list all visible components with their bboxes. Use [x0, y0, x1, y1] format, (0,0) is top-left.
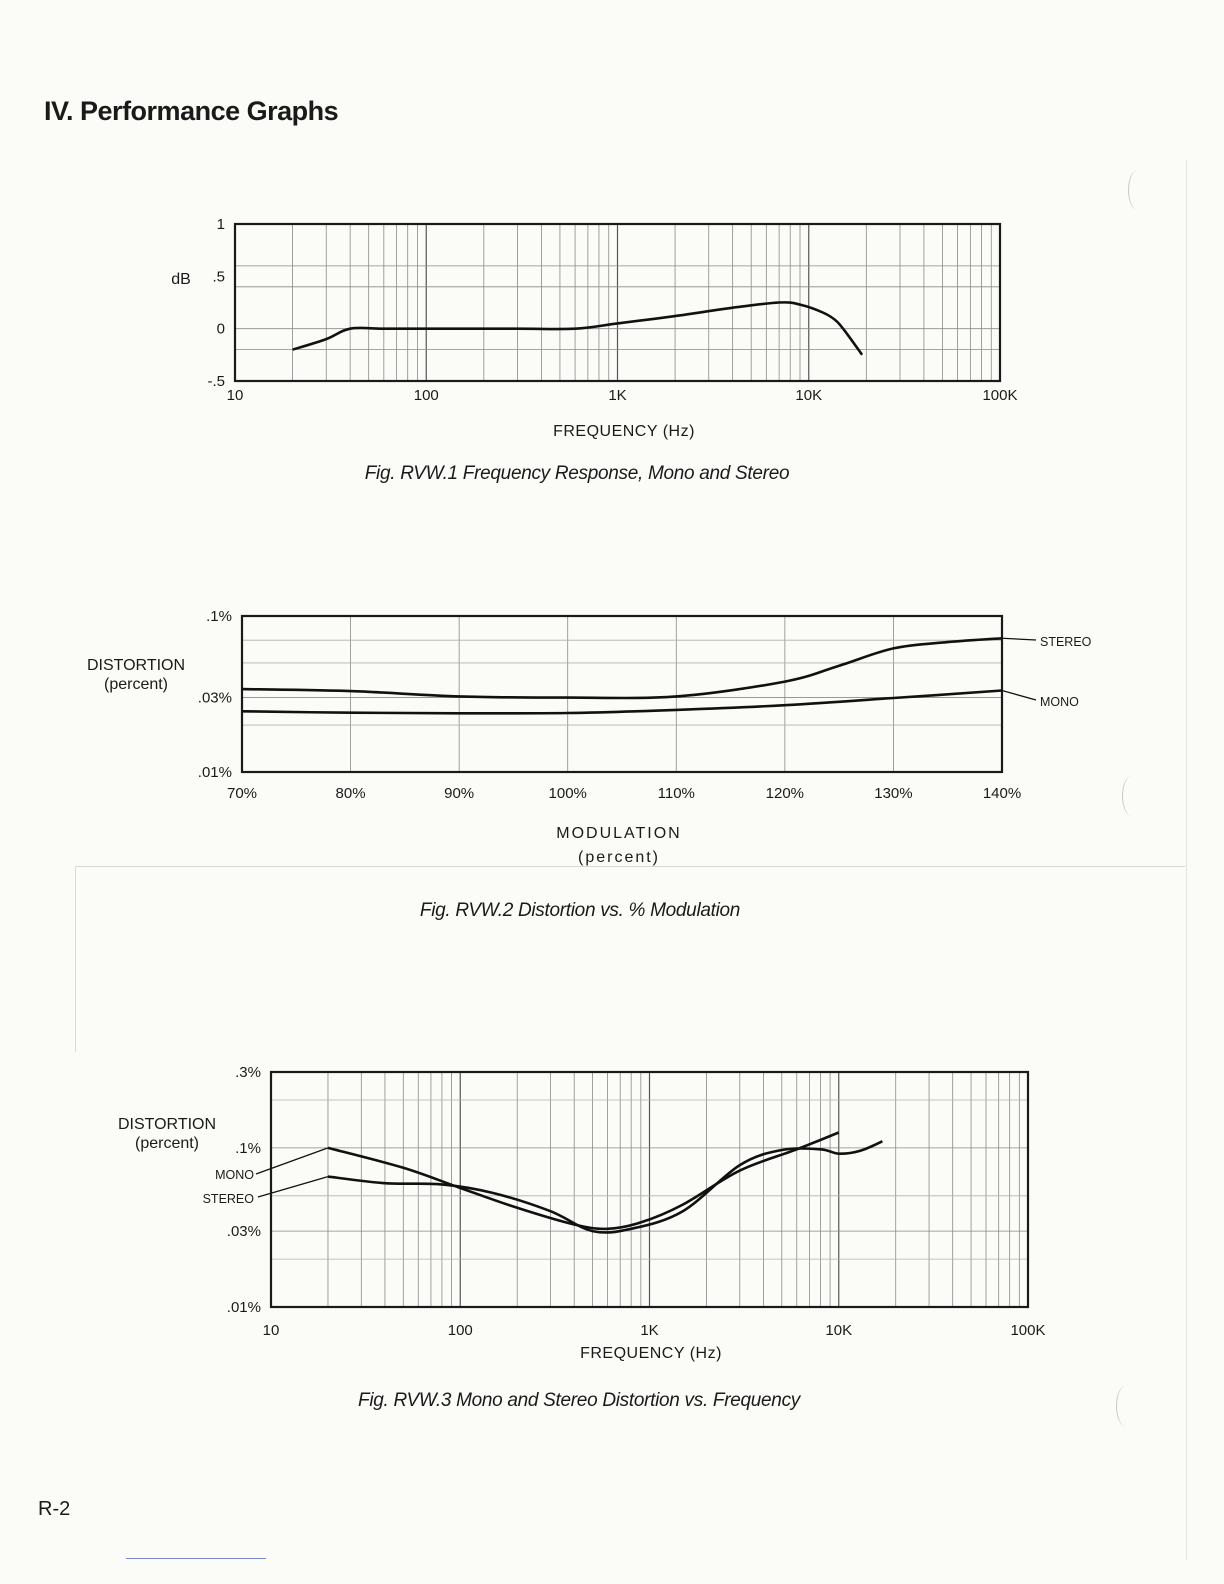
x-tick-label: 120%	[765, 785, 805, 802]
x-axis-label: FREQUENCY (Hz)	[580, 1345, 722, 1362]
x-tick-label: 70%	[226, 785, 258, 802]
x-axis-label: FREQUENCY (Hz)	[553, 423, 695, 440]
y-tick-label: .5	[212, 268, 225, 286]
distortion-vs-frequency-chart	[0, 1040, 1224, 1370]
x-tick-label: 100K	[1010, 1322, 1046, 1339]
page-divider-vertical	[75, 866, 76, 1052]
y-tick-label: .03%	[197, 689, 232, 707]
x-tick-label: 80%	[335, 785, 366, 802]
page-number: R-2	[38, 1498, 71, 1520]
binder-hole	[1116, 1386, 1135, 1426]
binder-hole	[1128, 170, 1147, 210]
x-tick-label: 130%	[874, 785, 913, 802]
x-tick-label: 100K	[982, 387, 1018, 404]
x-tick-label: 140%	[982, 785, 1022, 802]
legend-leader-line	[256, 1148, 328, 1174]
y-tick-label: 0	[216, 320, 225, 338]
x-tick-label: 1K	[640, 1322, 659, 1339]
binder-hole	[1122, 776, 1141, 816]
y-tick-label: .3%	[235, 1064, 261, 1081]
x-tick-label: 10K	[825, 1322, 853, 1339]
series-line-mono	[242, 691, 1002, 714]
page-title: IV. Performance Graphs	[44, 96, 339, 126]
legend-label-stereo: STEREO	[202, 1192, 254, 1206]
figure-caption-2: Fig. RVW.2 Distortion vs. % Modulation	[419, 900, 741, 921]
frequency-response-chart	[0, 180, 1224, 450]
y-axis-sublabel: (percent)	[103, 676, 169, 693]
series-line-stereo	[328, 1141, 882, 1232]
x-axis-label: MODULATION	[556, 825, 682, 842]
legend-label-mono: MONO	[1040, 695, 1079, 709]
figure-caption-1: Fig. RVW.1 Frequency Response, Mono and Stereo	[364, 463, 790, 484]
x-tick-label: 10K	[795, 387, 823, 404]
y-tick-label: .01%	[197, 764, 232, 781]
legend-label-mono: MONO	[215, 1168, 254, 1182]
y-axis-label: DISTORTION	[117, 1116, 217, 1133]
y-axis-label: DISTORTION	[86, 657, 186, 674]
x-tick-label: 100	[413, 387, 439, 404]
x-tick-label: 10	[226, 387, 244, 404]
distortion-vs-modulation-chart	[0, 580, 1224, 870]
page-divider	[75, 866, 1185, 867]
x-tick-label: 100	[447, 1322, 473, 1339]
x-tick-label: 10	[262, 1322, 280, 1339]
x-tick-label: 110%	[657, 785, 695, 802]
x-tick-label: 1K	[608, 387, 627, 404]
plot-frame	[242, 616, 1002, 772]
y-tick-label: .01%	[226, 1299, 261, 1316]
y-axis-label: dB	[171, 271, 191, 288]
x-tick-label: 100%	[548, 785, 587, 802]
figure-caption-3: Fig. RVW.3 Mono and Stereo Distortion vs. Frequency	[358, 1390, 800, 1411]
legend-label-stereo: STEREO	[1040, 635, 1092, 649]
y-tick-label: 1	[216, 216, 225, 233]
footer-rule	[126, 1558, 266, 1559]
series-line-stereo	[242, 638, 1002, 698]
legend-leader-line	[1002, 638, 1036, 640]
y-tick-label: -.5	[207, 373, 225, 390]
legend-leader-line	[1002, 690, 1036, 700]
y-axis-sublabel: (percent)	[134, 1135, 200, 1152]
legend-leader-line	[258, 1177, 328, 1197]
y-tick-label: .03%	[226, 1223, 261, 1241]
x-axis-sublabel: (percent)	[577, 849, 661, 866]
x-tick-label: 90%	[444, 785, 475, 802]
y-tick-label: .1%	[235, 1139, 261, 1157]
series-line-mono	[328, 1133, 839, 1229]
page-edge-line	[1186, 160, 1187, 1560]
y-tick-label: .1%	[206, 608, 232, 625]
